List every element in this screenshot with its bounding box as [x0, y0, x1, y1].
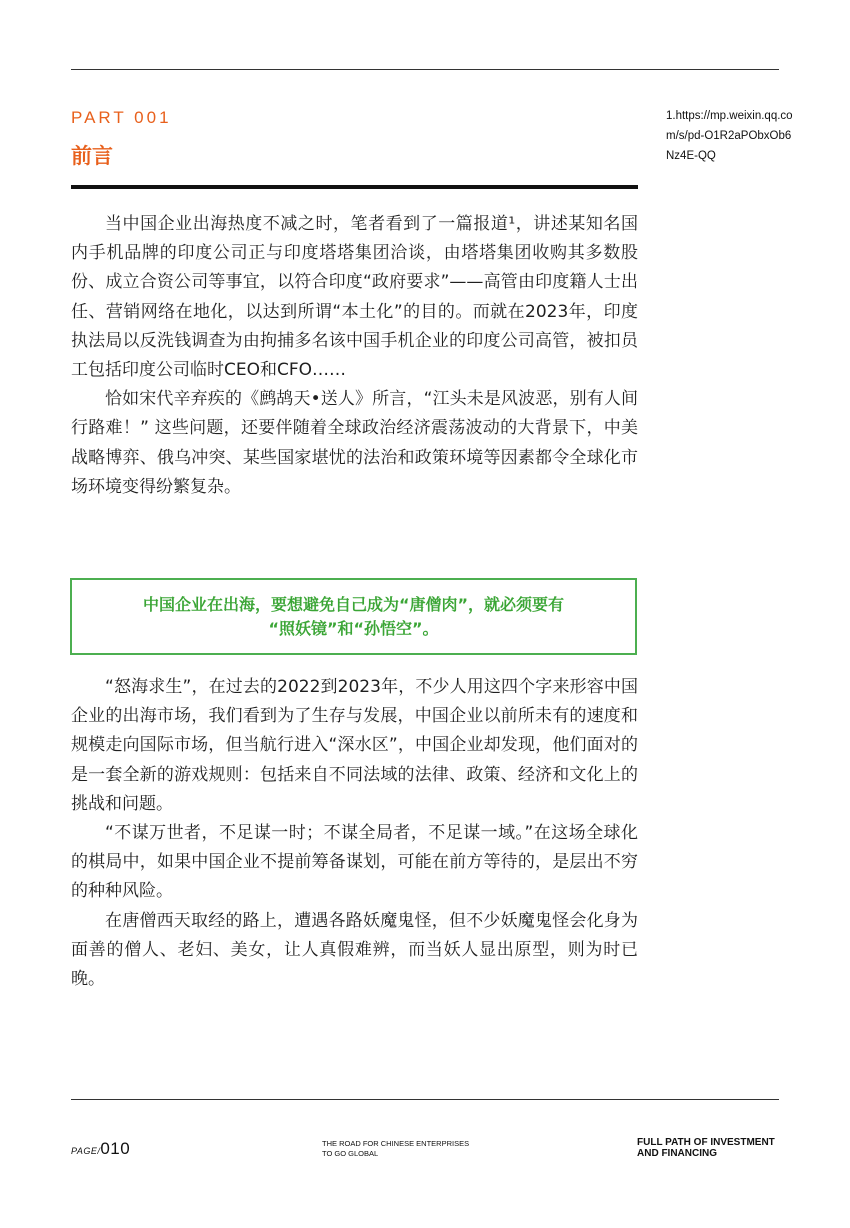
section-title: 前言 — [71, 144, 113, 168]
page-number — [71, 1139, 130, 1159]
bottom-rule — [71, 1099, 779, 1100]
paragraph: 在唐僧西天取经的路上，遭遇各路妖魔鬼怪，但不少妖魔鬼怪会化身为面善的僧人、老妇、美女，让人真假难辨，而当妖人显出原型，则为时已晚。 — [71, 910, 638, 990]
page-label: PAGE/ — [71, 1146, 101, 1156]
paragraph: 恰如宋代辛弃疾的《鹧鸪天•送人》所言，“江头未是风波恶，别有人间行路难！” 这些问题，还要伴随着全球政治经济震荡波动的大背景下，中美战略博弈、俄乌冲突、某些国家堪忧的法治和政策环境等因素都令全球化市场环境变得纷繁复杂。 — [71, 389, 638, 497]
footer-mid-line-1: THE ROAD FOR CHINESE ENTERPRISES — [322, 1139, 470, 1148]
callout-line-2: “照妖镜”和“孙悟空”。 — [268, 618, 439, 638]
paragraph: “怒海求生”，在过去的2022到2023年，不少人用这四个字来形容中国企业的出海市场，我们看到为了生存与发展，中国企业以前所未有的速度和规模走向国际市场，但当航行进入“深水区”，中国企业却发现，他们面对的是一套全新的游戏规则：包括来自不同法域的法律、政策、经济和文化上的挑战和问题。 — [71, 677, 638, 814]
footer-right-line-2: AND FINANCING — [637, 1148, 717, 1159]
footer-right-line-1: FULL PATH OF INVESTMENT — [637, 1137, 775, 1148]
footer-mid-line-2: TO GO GLOBAL — [322, 1149, 379, 1158]
page-number-value: 010 — [100, 1139, 131, 1158]
paragraph: 当中国企业出海热度不减之时，笔者看到了一篇报道¹，讲述某知名国内手机品牌的印度公司正与印度塔塔集团洽谈，由塔塔集团收购其多数股份、成立合资公司等事宜，以符合印度“政府要求”——高管由印度籍人士出任、营销网络在地化，以达到所谓“本土化”的目的。而就在2023年，印度执法局以反洗钱调查为由拘捕多名该中国手机企业的印度公司高管，被扣员工包括印度公司临时CEO和CFO…… — [71, 214, 638, 381]
body-block-2 — [71, 673, 638, 994]
footer-publication-title — [322, 1139, 469, 1159]
callout-line-1: 中国企业在出海，要想避免自己成为“唐僧肉”，就必须要有 — [142, 594, 565, 614]
top-rule — [71, 69, 779, 70]
footnote-link[interactable]: 1.https://mp.weixin.qq.com/s/pd-O1R2aPObxOb6Nz4E-QQ — [666, 110, 793, 162]
footer-section-title — [637, 1137, 775, 1159]
body-block-1 — [71, 210, 638, 502]
paragraph: “不谋万世者，不足谋一时；不谋全局者，不足谋一域。”在这场全球化的棋局中，如果中国企业不提前筹备谋划，可能在前方等待的，是层出不穷的种种风险。 — [71, 823, 638, 902]
part-label: PART 001 — [71, 108, 172, 127]
callout-box — [70, 578, 637, 655]
title-underline — [71, 185, 638, 189]
